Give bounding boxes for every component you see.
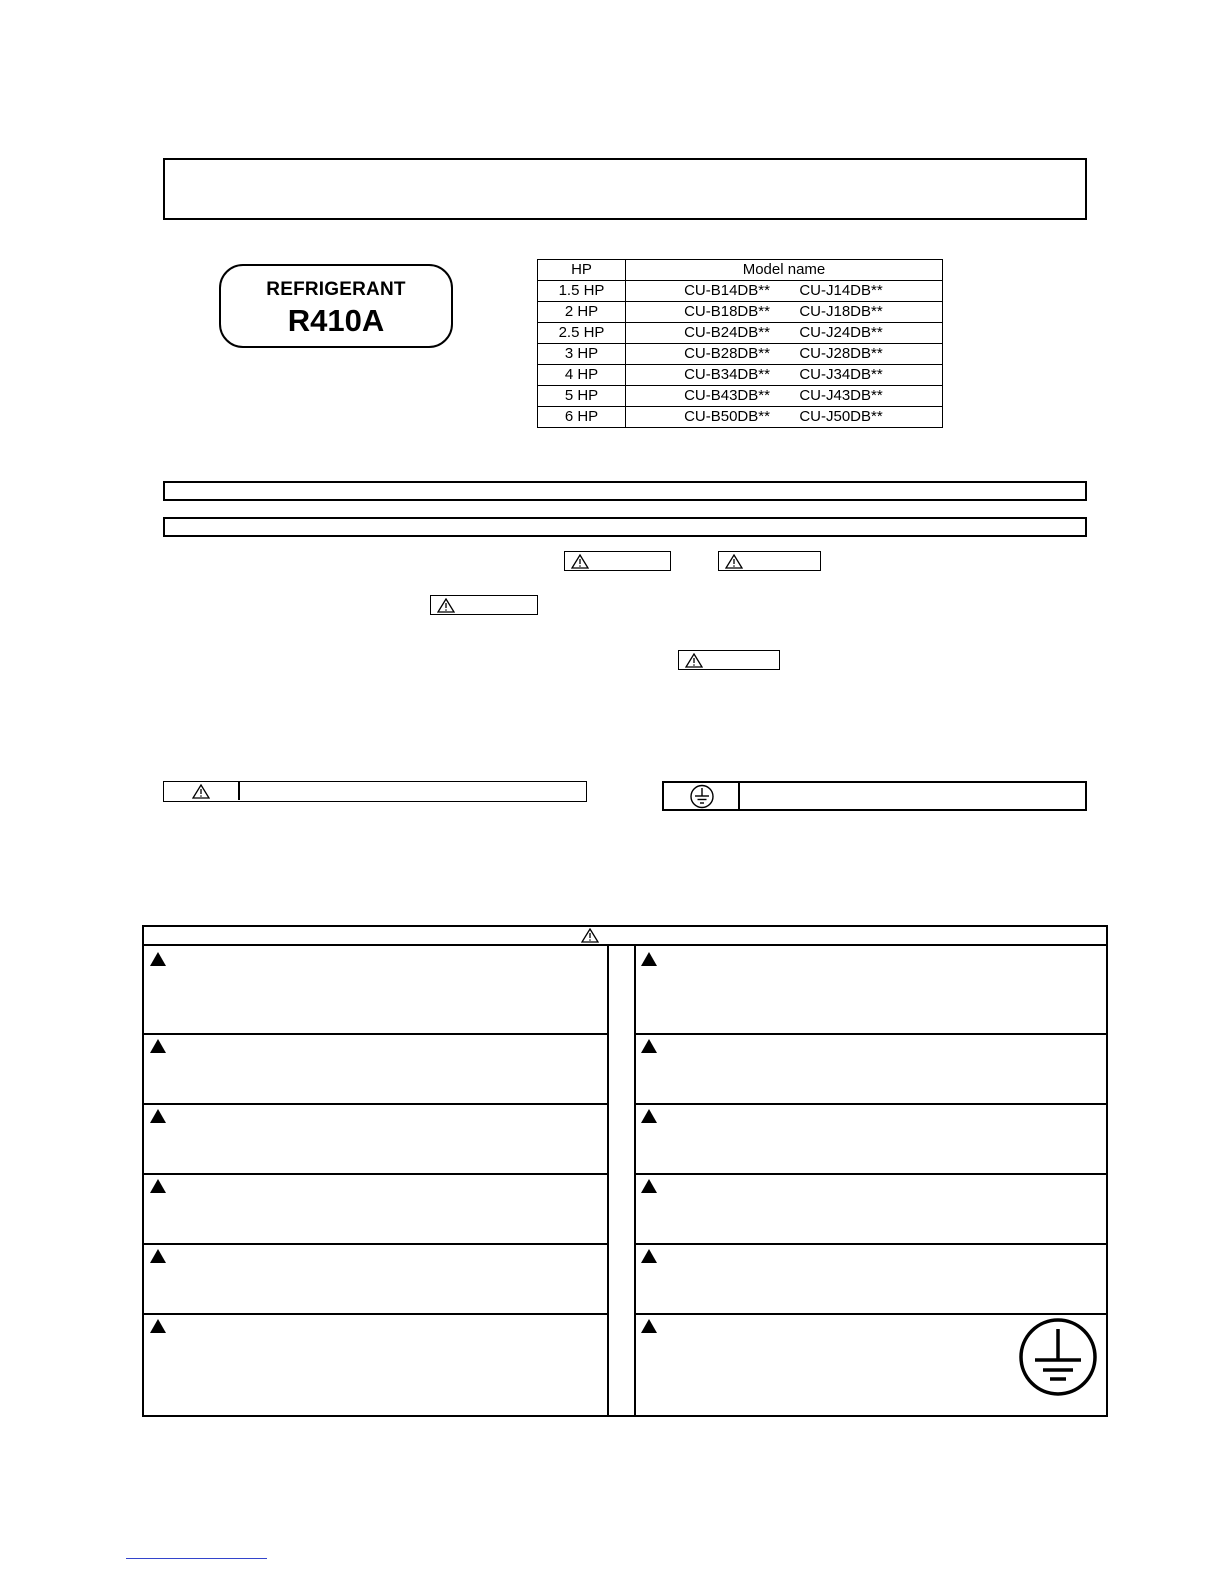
- warning-triangle-icon: [192, 784, 210, 799]
- caution-item: [635, 948, 1106, 1035]
- table-row: [538, 323, 943, 344]
- caution-item: [635, 1035, 1106, 1105]
- footnote-rule: [126, 1558, 267, 1559]
- refrigerant-label: REFRIGERANT: [266, 279, 406, 300]
- model-cell: [626, 407, 943, 428]
- title-frame: [163, 158, 1087, 220]
- filled-triangle-icon: [641, 1109, 657, 1123]
- caution-item: [144, 1105, 608, 1175]
- filled-triangle-icon: [150, 952, 166, 966]
- earth-ground-icon: [1018, 1317, 1098, 1397]
- model-j: CU-J28DB**: [799, 345, 883, 362]
- model-cell: [626, 344, 943, 365]
- warning-triangle-icon: [685, 653, 703, 668]
- filled-triangle-icon: [641, 1039, 657, 1053]
- model-j: CU-J43DB**: [799, 387, 883, 404]
- model-b: CU-B18DB**: [684, 303, 770, 320]
- model-cell: [626, 365, 943, 386]
- filled-triangle-icon: [150, 1319, 166, 1333]
- filled-triangle-icon: [150, 1109, 166, 1123]
- model-b: CU-B34DB**: [684, 366, 770, 383]
- caution-label-box: [718, 551, 821, 571]
- refrigerant-badge: [219, 264, 453, 348]
- table-row: [538, 365, 943, 386]
- model-b: CU-B24DB**: [684, 324, 770, 341]
- section-bar-1: [163, 481, 1087, 501]
- model-j: CU-J14DB**: [799, 282, 883, 299]
- symbol-legend-warning: [163, 781, 587, 802]
- model-j: CU-J24DB**: [799, 324, 883, 341]
- warning-label-box: [564, 551, 671, 571]
- filled-triangle-icon: [641, 1179, 657, 1193]
- table-row: [538, 281, 943, 302]
- caution-item: [144, 1035, 608, 1105]
- model-cell: [626, 281, 943, 302]
- filled-triangle-icon: [150, 1249, 166, 1263]
- filled-triangle-icon: [641, 952, 657, 966]
- hp-cell: 4 HP: [538, 365, 626, 386]
- caution-label-box: [678, 650, 780, 670]
- model-b: CU-B14DB**: [684, 282, 770, 299]
- caution-item: [144, 948, 608, 1035]
- warning-triangle-icon: [725, 554, 743, 569]
- warning-triangle-icon: [571, 554, 589, 569]
- model-cell: [626, 302, 943, 323]
- model-cell: [626, 386, 943, 407]
- section-bar-2: [163, 517, 1087, 537]
- table-row: [538, 302, 943, 323]
- table-row: [538, 407, 943, 428]
- model-b: CU-B43DB**: [684, 387, 770, 404]
- table-row: [538, 344, 943, 365]
- model-b: CU-B28DB**: [684, 345, 770, 362]
- legend-divider: [738, 783, 740, 809]
- caution-item: [635, 1245, 1106, 1315]
- refrigerant-type: R410A: [287, 303, 385, 338]
- caution-table-header: [144, 927, 1106, 946]
- hp-cell: 5 HP: [538, 386, 626, 407]
- table-header-row: [538, 260, 943, 281]
- model-cell: [626, 323, 943, 344]
- model-j: CU-J50DB**: [799, 408, 883, 425]
- table-row: [538, 386, 943, 407]
- warning-label-box: [430, 595, 538, 615]
- model-j: CU-J18DB**: [799, 303, 883, 320]
- model-b: CU-B50DB**: [684, 408, 770, 425]
- caution-item: [635, 1315, 1106, 1415]
- hp-cell: 3 HP: [538, 344, 626, 365]
- filled-triangle-icon: [641, 1249, 657, 1263]
- caution-table: [142, 925, 1108, 1417]
- caution-item: [144, 1175, 608, 1245]
- warning-triangle-icon: [437, 598, 455, 613]
- model-table: [537, 259, 943, 428]
- hp-cell: 2 HP: [538, 302, 626, 323]
- warning-triangle-icon: [581, 928, 599, 943]
- hp-cell: 2.5 HP: [538, 323, 626, 344]
- caution-item: [635, 1105, 1106, 1175]
- caution-item: [144, 1315, 608, 1415]
- filled-triangle-icon: [641, 1319, 657, 1333]
- caution-item: [144, 1245, 608, 1315]
- filled-triangle-icon: [150, 1039, 166, 1053]
- earth-ground-icon: [689, 784, 715, 809]
- caution-item: [635, 1175, 1106, 1245]
- hp-cell: 1.5 HP: [538, 281, 626, 302]
- hp-cell: 6 HP: [538, 407, 626, 428]
- filled-triangle-icon: [150, 1179, 166, 1193]
- legend-divider: [238, 782, 240, 800]
- column-header-model: Model name: [626, 260, 943, 281]
- symbol-legend-ground: [662, 781, 1087, 811]
- column-header-hp: HP: [538, 260, 626, 281]
- model-j: CU-J34DB**: [799, 366, 883, 383]
